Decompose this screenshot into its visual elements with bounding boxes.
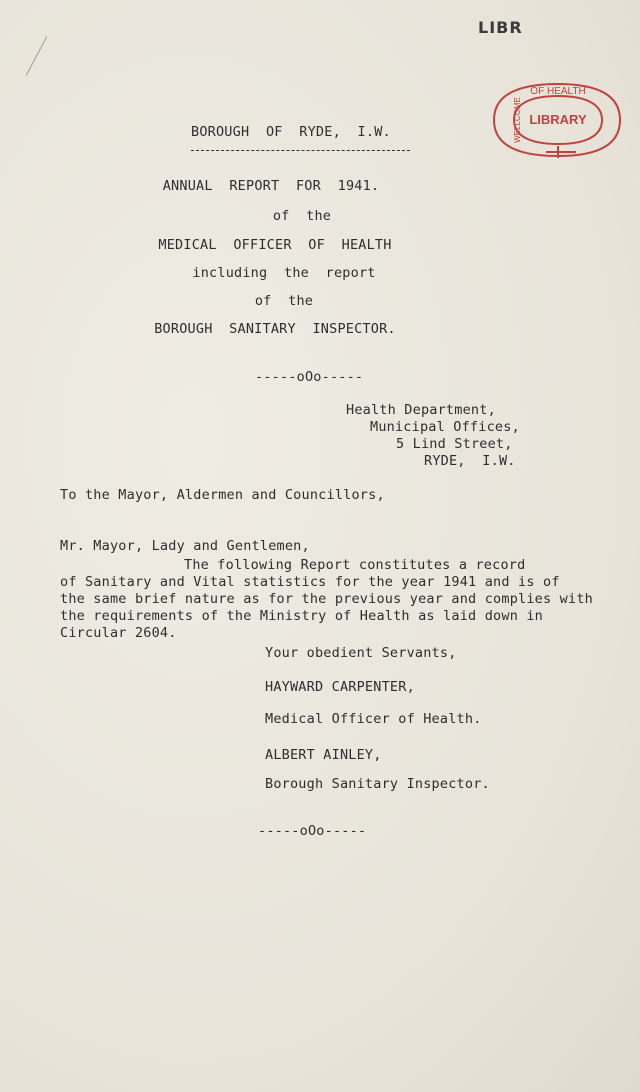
title-line-3: MEDICAL OFFICER OF HEALTH xyxy=(158,237,392,253)
address-line-1: Health Department, xyxy=(346,402,496,418)
title-line-4: including the report xyxy=(192,265,376,281)
address-line-4: RYDE, I.W. xyxy=(424,453,516,469)
address-line-3: 5 Lind Street, xyxy=(396,436,513,452)
signatory-2-name: ALBERT AINLEY, xyxy=(265,747,382,763)
stamp-top-text: OF HEALTH xyxy=(530,86,586,97)
borough-heading: BOROUGH OF RYDE, I.W. xyxy=(191,124,391,140)
separator-top: -----oOo----- xyxy=(255,369,364,385)
addressee: To the Mayor, Aldermen and Councillors, xyxy=(60,487,385,503)
signatory-1-title: Medical Officer of Health. xyxy=(265,711,482,727)
library-stamp xyxy=(488,80,624,160)
body-line-3: the same brief nature as for the previous year and complies with xyxy=(60,591,593,607)
body-line-5: Circular 2604. xyxy=(60,625,177,641)
heading-rule xyxy=(191,150,410,151)
body-line-1: The following Report constitutes a record xyxy=(184,557,526,573)
body-line-2: of Sanitary and Vital statistics for the year 1941 and is of xyxy=(60,574,560,590)
body-line-4: the requirements of the Ministry of Health as laid down in xyxy=(60,608,544,624)
signatory-1-name: HAYWARD CARPENTER, xyxy=(265,679,415,695)
closing: Your obedient Servants, xyxy=(265,645,457,661)
title-line-5: of the xyxy=(254,293,314,309)
stamp-center-text: LIBRARY xyxy=(529,112,587,127)
signatory-2-title: Borough Sanitary Inspector. xyxy=(265,776,490,792)
address-line-2: Municipal Offices, xyxy=(370,419,520,435)
title-line-1: ANNUAL REPORT FOR 1941. xyxy=(162,178,380,194)
title-line-6: BOROUGH SANITARY INSPECTOR. xyxy=(154,321,396,337)
title-line-2: of the xyxy=(272,208,332,224)
stamp-side-text: WELLCOME xyxy=(513,97,522,143)
pencil-mark xyxy=(26,36,48,75)
separator-bottom: -----oOo----- xyxy=(258,823,367,839)
salutation: Mr. Mayor, Lady and Gentlemen, xyxy=(60,538,310,554)
library-mark: LIBR xyxy=(478,18,523,37)
